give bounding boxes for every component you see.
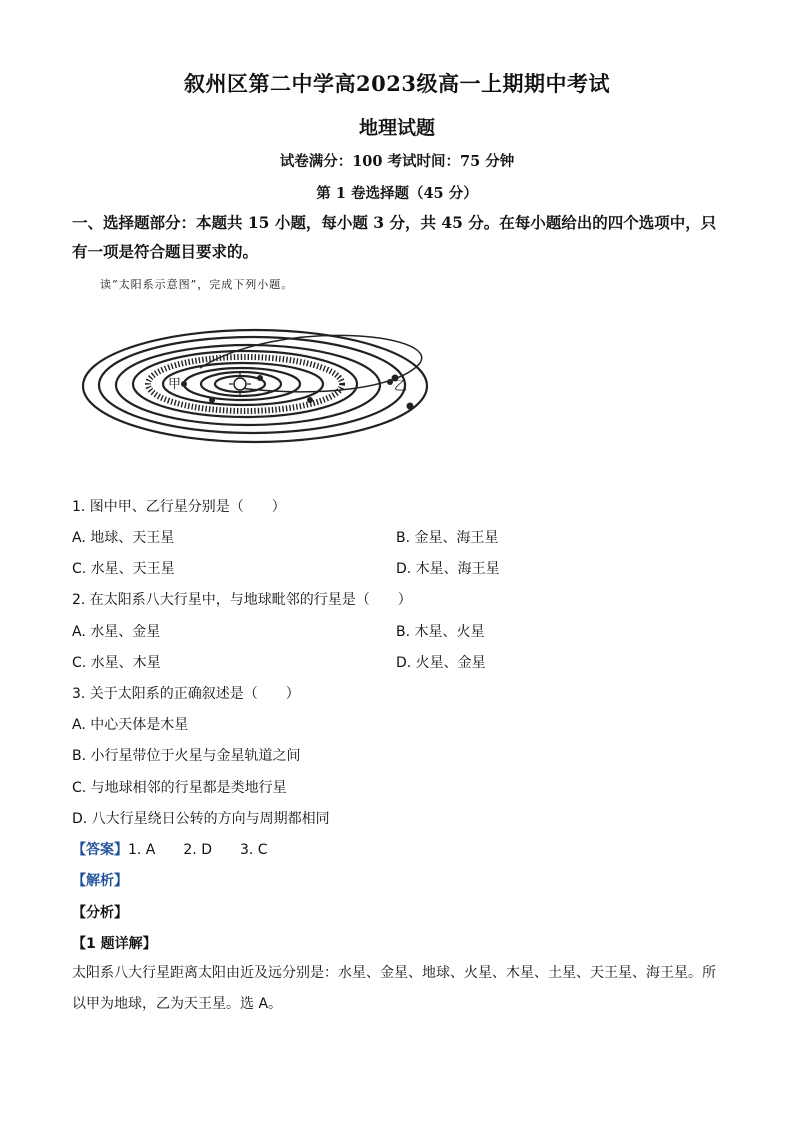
planet-2 [209, 397, 215, 403]
section-intro: 一、选择题部分：本题共 15 小题，每小题 3 分，共 45 分。在每小题给出的四个选项中，只有一项是符合题目要求的。 [72, 213, 717, 261]
detail-text: 太阳系八大行星距离太阳由近及远分别是：水星、金星、地球、火星、木星、土星、天王星、海王星。所以甲为地球，乙为天王星。选 A。 [72, 965, 716, 1012]
exam-title: 叙州区第二中学高2023级高一上期期中考试 [184, 71, 610, 96]
question-2-option-b: B. 木星、火星 [396, 624, 485, 640]
question-2-option-c: C. 水星、木星 [72, 655, 161, 671]
answer-row [72, 839, 268, 859]
question-1-option-a: A. 地球、天王星 [72, 530, 175, 546]
part-heading: 第 1 卷选择题（45 分） [316, 185, 478, 202]
question-1-option-b: B. 金星、海王星 [396, 530, 499, 546]
question-3-option-c: C. 与地球相邻的行星都是类地行星 [72, 780, 287, 796]
question-2-option-a: A. 水星、金星 [72, 624, 161, 640]
solar-system-diagram [80, 328, 430, 448]
figure-caption: 读“太阳系示意图”，完成下列小题。 [100, 278, 294, 291]
question-3-option-b: B. 小行星带位于火星与金星轨道之间 [72, 748, 301, 764]
answer-text: 1. A 2. D 3. C [128, 842, 268, 858]
answer-label: 【答案】 [72, 842, 128, 858]
subject-title: 地理试题 [358, 117, 435, 139]
planet-3 [181, 381, 187, 387]
analysis-sub-label: 【分析】 [72, 905, 128, 921]
detail-label: 【1 题详解】 [72, 936, 157, 952]
planet-4 [307, 397, 313, 403]
analysis-label: 【解析】 [72, 873, 128, 889]
question-2-option-d: D. 火星、金星 [396, 655, 486, 671]
planet-7 [387, 379, 393, 385]
exam-meta: 试卷满分：100 考试时间：75 分钟 [279, 153, 515, 170]
question-1-stem: 1. 图中甲、乙行星分别是（ ） [72, 499, 286, 515]
label-yi: 乙 [394, 379, 408, 394]
label-jia: 甲 [168, 377, 182, 392]
planet-1 [257, 375, 263, 381]
question-3-option-a: A. 中心天体是木星 [72, 717, 189, 733]
question-3-option-d: D. 八大行星绕日公转的方向与周期都相同 [72, 811, 330, 827]
question-3-stem: 3. 关于太阳系的正确叙述是（ ） [72, 686, 300, 702]
question-1-option-c: C. 水星、天王星 [72, 561, 175, 577]
question-1-option-d: D. 木星、海王星 [396, 561, 500, 577]
planet-6 [407, 403, 414, 410]
sun-icon [234, 378, 246, 390]
question-2-stem: 2. 在太阳系八大行星中，与地球毗邻的行星是（ ） [72, 592, 412, 608]
